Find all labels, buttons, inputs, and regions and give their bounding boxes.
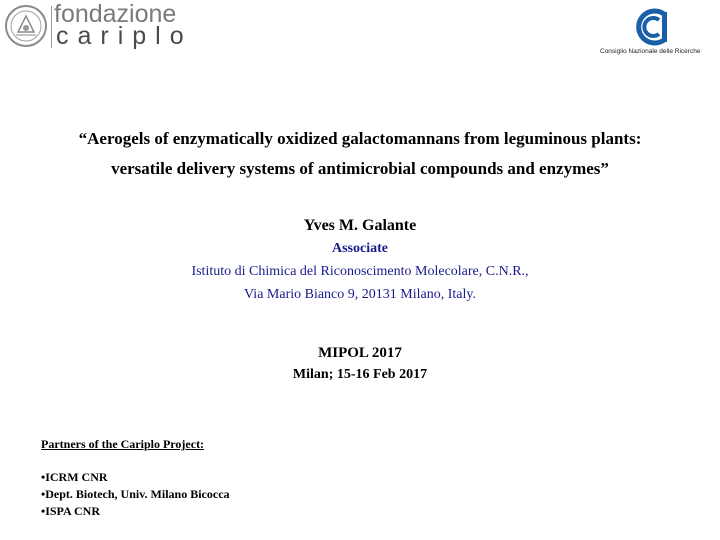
cnr-caption: Consiglio Nazionale delle Ricerche xyxy=(600,48,701,55)
author-name: Yves M. Galante xyxy=(303,217,417,234)
partners-heading: Partners of the Cariplo Project: xyxy=(41,437,205,451)
event-name: MIPOL 2017 xyxy=(318,345,402,361)
cnr-logo-icon xyxy=(632,8,674,46)
author-role: Associate xyxy=(332,241,388,256)
author-institute: Istituto di Chimica del Riconoscimento Molecolare, C.N.R., xyxy=(191,264,529,279)
logo-text-cariplo: cariplo xyxy=(56,22,193,50)
logo-text-fondazione: fondazione xyxy=(54,0,177,28)
fondazione-seal-icon xyxy=(4,4,48,48)
partner-item: •ICRM CNR xyxy=(41,470,108,484)
event-date: Milan; 15-16 Feb 2017 xyxy=(292,367,428,382)
fondazione-cariplo-logo xyxy=(4,0,193,50)
partner-item: •ISPA CNR xyxy=(41,504,100,518)
author-address: Via Mario Bianco 9, 20131 Milano, Italy. xyxy=(244,287,476,302)
title-line-1: “Aerogels of enzymatically oxidized galactomannans from leguminous plants: xyxy=(78,129,642,148)
title-line-2: versatile delivery systems of antimicrobial compounds and enzymes” xyxy=(111,159,609,178)
partner-item: •Dept. Biotech, Univ. Milano Bicocca xyxy=(41,487,230,501)
cnr-logo xyxy=(596,8,716,62)
logo-divider xyxy=(51,6,52,48)
